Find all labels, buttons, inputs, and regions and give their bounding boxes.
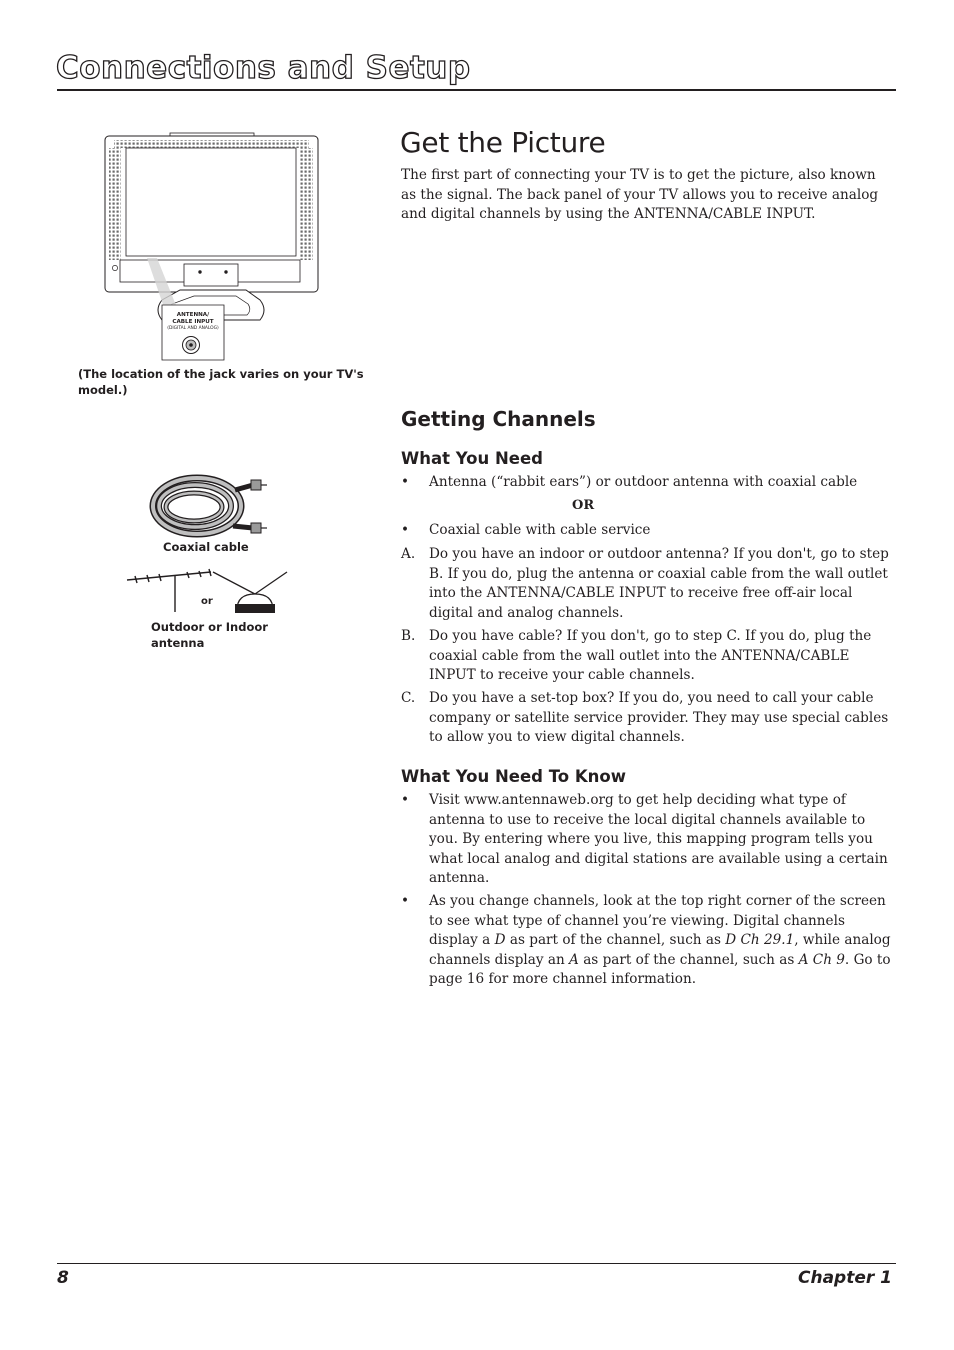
step-c-text: Do you have a set-top box? If you do, you need to call your cable company or satellite service provider. They may use special cables to allow you to view digital channels.: [429, 690, 889, 745]
step-a-text: Do you have an indoor or outdoor antenna? If you don't, go to step B. If you do, plug the antenna or coaxial cable from the wall outlet into the ANTENNA/CABLE INPUT to receive free off-air local digital and analog channels.: [429, 546, 889, 621]
tv-mount-plate: [184, 264, 238, 286]
outdoor-antenna-icon: [127, 569, 211, 612]
bullet-marker: •: [401, 792, 410, 808]
know-bullet-2: [401, 892, 893, 990]
jack-label-line2: CABLE INPUT: [172, 319, 214, 325]
indoor-antenna-icon: [213, 572, 287, 613]
jack-label-line1: ANTENNA/: [176, 312, 210, 318]
tv-back-panel-illustration: [100, 130, 325, 365]
what-you-need-heading: What You Need: [401, 449, 543, 468]
coaxial-cable-icon: [145, 470, 275, 542]
bullet-marker: •: [401, 474, 410, 490]
header-rule: [57, 89, 896, 91]
know-bullet-1: [401, 791, 893, 889]
footer-rule: [57, 1263, 896, 1264]
tv-inner-panel: [126, 148, 296, 256]
tv-vent-left: [109, 148, 121, 260]
step-marker: A.: [401, 546, 416, 562]
coaxial-cable-label: Coaxial cable: [163, 540, 249, 554]
antenna-or-label: or: [201, 596, 213, 607]
or-divider: OR: [572, 498, 595, 513]
step-a: [401, 545, 893, 623]
antenna-illustration: [125, 566, 295, 618]
step-b: [401, 627, 893, 686]
step-marker: C.: [401, 690, 416, 706]
page-number: 8: [57, 1268, 69, 1288]
need-bullet-2: [401, 521, 893, 541]
bullet-marker: •: [401, 522, 410, 538]
step-c: [401, 689, 893, 748]
antenna-label: Outdoor or Indoor antenna: [151, 620, 268, 650]
need-bullet-2-text: Coaxial cable with cable service: [429, 522, 651, 538]
step-b-text: Do you have cable? If you don't, go to step C. If you do, plug the coaxial cable from the wall outlet into the ANTENNA/CABLE INPUT to receive your cable channels.: [429, 628, 872, 683]
page-title: Get the Picture: [400, 126, 606, 159]
getting-channels-heading: Getting Channels: [401, 407, 596, 431]
jack-label-line3: (DIGITAL AND ANALOG): [167, 326, 219, 331]
need-bullet-1-text: Antenna (“rabbit ears”) or outdoor antenna with coaxial cable: [429, 474, 858, 490]
tv-vent-top: [114, 140, 309, 148]
tv-vent-right: [300, 148, 313, 260]
tv-side-button: [112, 265, 117, 270]
know-bullet-1-text: Visit www.antennaweb.org to get help deciding what type of antenna to use to receive the local digital channels available to you. By entering where you live, this mapping program tells you what local analog and digital stations are available using a certain antenna.: [429, 792, 888, 886]
page-header-title: Connections and Setup: [56, 50, 471, 86]
tv-figure-caption: (The location of the jack varies on your TV's model.): [78, 367, 364, 397]
what-you-need-to-know-heading: What You Need To Know: [401, 767, 626, 786]
bullet-marker: •: [401, 893, 410, 909]
chapter-label: Chapter 1: [797, 1268, 892, 1288]
know-bullet-2-text: As you change channels, look at the top right corner of the screen to see what type of channel you’re viewing. Digital channels display a D as part of the channel, such as D Ch 29.1, while analog channels display an A as part of the channel, such as A Ch 9. Go to page 16 for more channel information.: [429, 893, 891, 987]
step-marker: B.: [401, 628, 416, 644]
intro-paragraph: The first part of connecting your TV is to get the picture, also known as the signal. The back panel of your TV allows you to receive analog and digital channels by using the ANTENNA/CABLE INPUT.: [401, 167, 879, 222]
need-bullet-1: [401, 473, 893, 493]
